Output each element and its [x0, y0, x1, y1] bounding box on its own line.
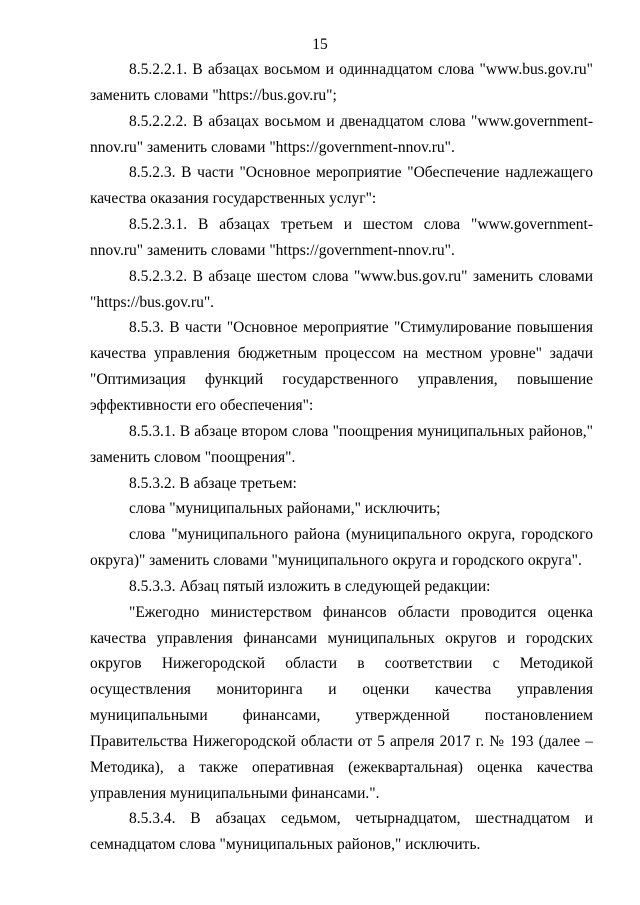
paragraph-new-wording-quote: "Ежегодно министерством финансов области проводится оценка качества управления финансами муниципальных округов и городских округов Нижегородской области в соответствии с Методикой осуществления мониторинга и оценки качества управления муниципальными финансами, утвержденной постановлением Правительства Нижегородской области от 5 апреля 2017 г. № 193 (далее – Методика), а также оперативная (ежеквартальная) оценка качества управления муниципальными финансами.". — [90, 603, 593, 802]
paragraph-8-5-2-2-1: 8.5.2.2.1. В абзацах восьмом и одиннадцатом слова "www.bus.gov.ru" заменить словами "https://bus.gov.ru"; — [90, 61, 593, 104]
paragraph-8-5-3-1: 8.5.3.1. В абзаце втором слова "поощрения муниципальных районов," заменить словом "поощрения". — [90, 422, 593, 466]
page-number: 15 — [312, 36, 328, 53]
paragraph-8-5-3-4: 8.5.3.4. В абзацах седьмом, четырнадцатом, шестнадцатом и семнадцатом слова "муниципальных районов," исключить. — [90, 810, 593, 854]
paragraph-8-5-2-3-1: 8.5.2.3.1. В абзацах третьем и шестом слова "www.government-nnov.ru" заменить словами "https://government-nnov.ru". — [90, 216, 593, 259]
document-body — [90, 57, 593, 858]
paragraph-8-5-2-3-2: 8.5.2.3.2. В абзаце шестом слова "www.bus.gov.ru" заменить словами "https://bus.gov.ru". — [90, 267, 593, 311]
paragraph-words-municipal-districts: слова "муниципальных районами," исключить; — [129, 500, 441, 518]
paragraph-8-5-2-2-2: 8.5.2.2.2. В абзацах восьмом и двенадцатом слова "www.government-nnov.ru" заменить словами "https://government-nnov.ru". — [90, 112, 593, 156]
paragraph-8-5-3-3: 8.5.3.3. Абзац пятый изложить в следующей редакции: — [129, 577, 491, 595]
paragraph-8-5-2-3: 8.5.2.3. В части "Основное мероприятие "Обеспечение надлежащего качества оказания государственных услуг": — [90, 164, 593, 208]
paragraph-8-5-3: 8.5.3. В части "Основное мероприятие "Стимулирование повышения качества управления бюджетным процессом на местном уровне" задачи "Оптимизация функций государственного управления, повышение эффективности его обеспечения": — [90, 319, 593, 414]
paragraph-8-5-3-2: 8.5.3.2. В абзаце третьем: — [129, 474, 297, 492]
paragraph-words-municipal-district: слова "муниципального района (муниципального округа, городского округа)" заменить словами "муниципального округа и городского округа". — [90, 526, 593, 570]
